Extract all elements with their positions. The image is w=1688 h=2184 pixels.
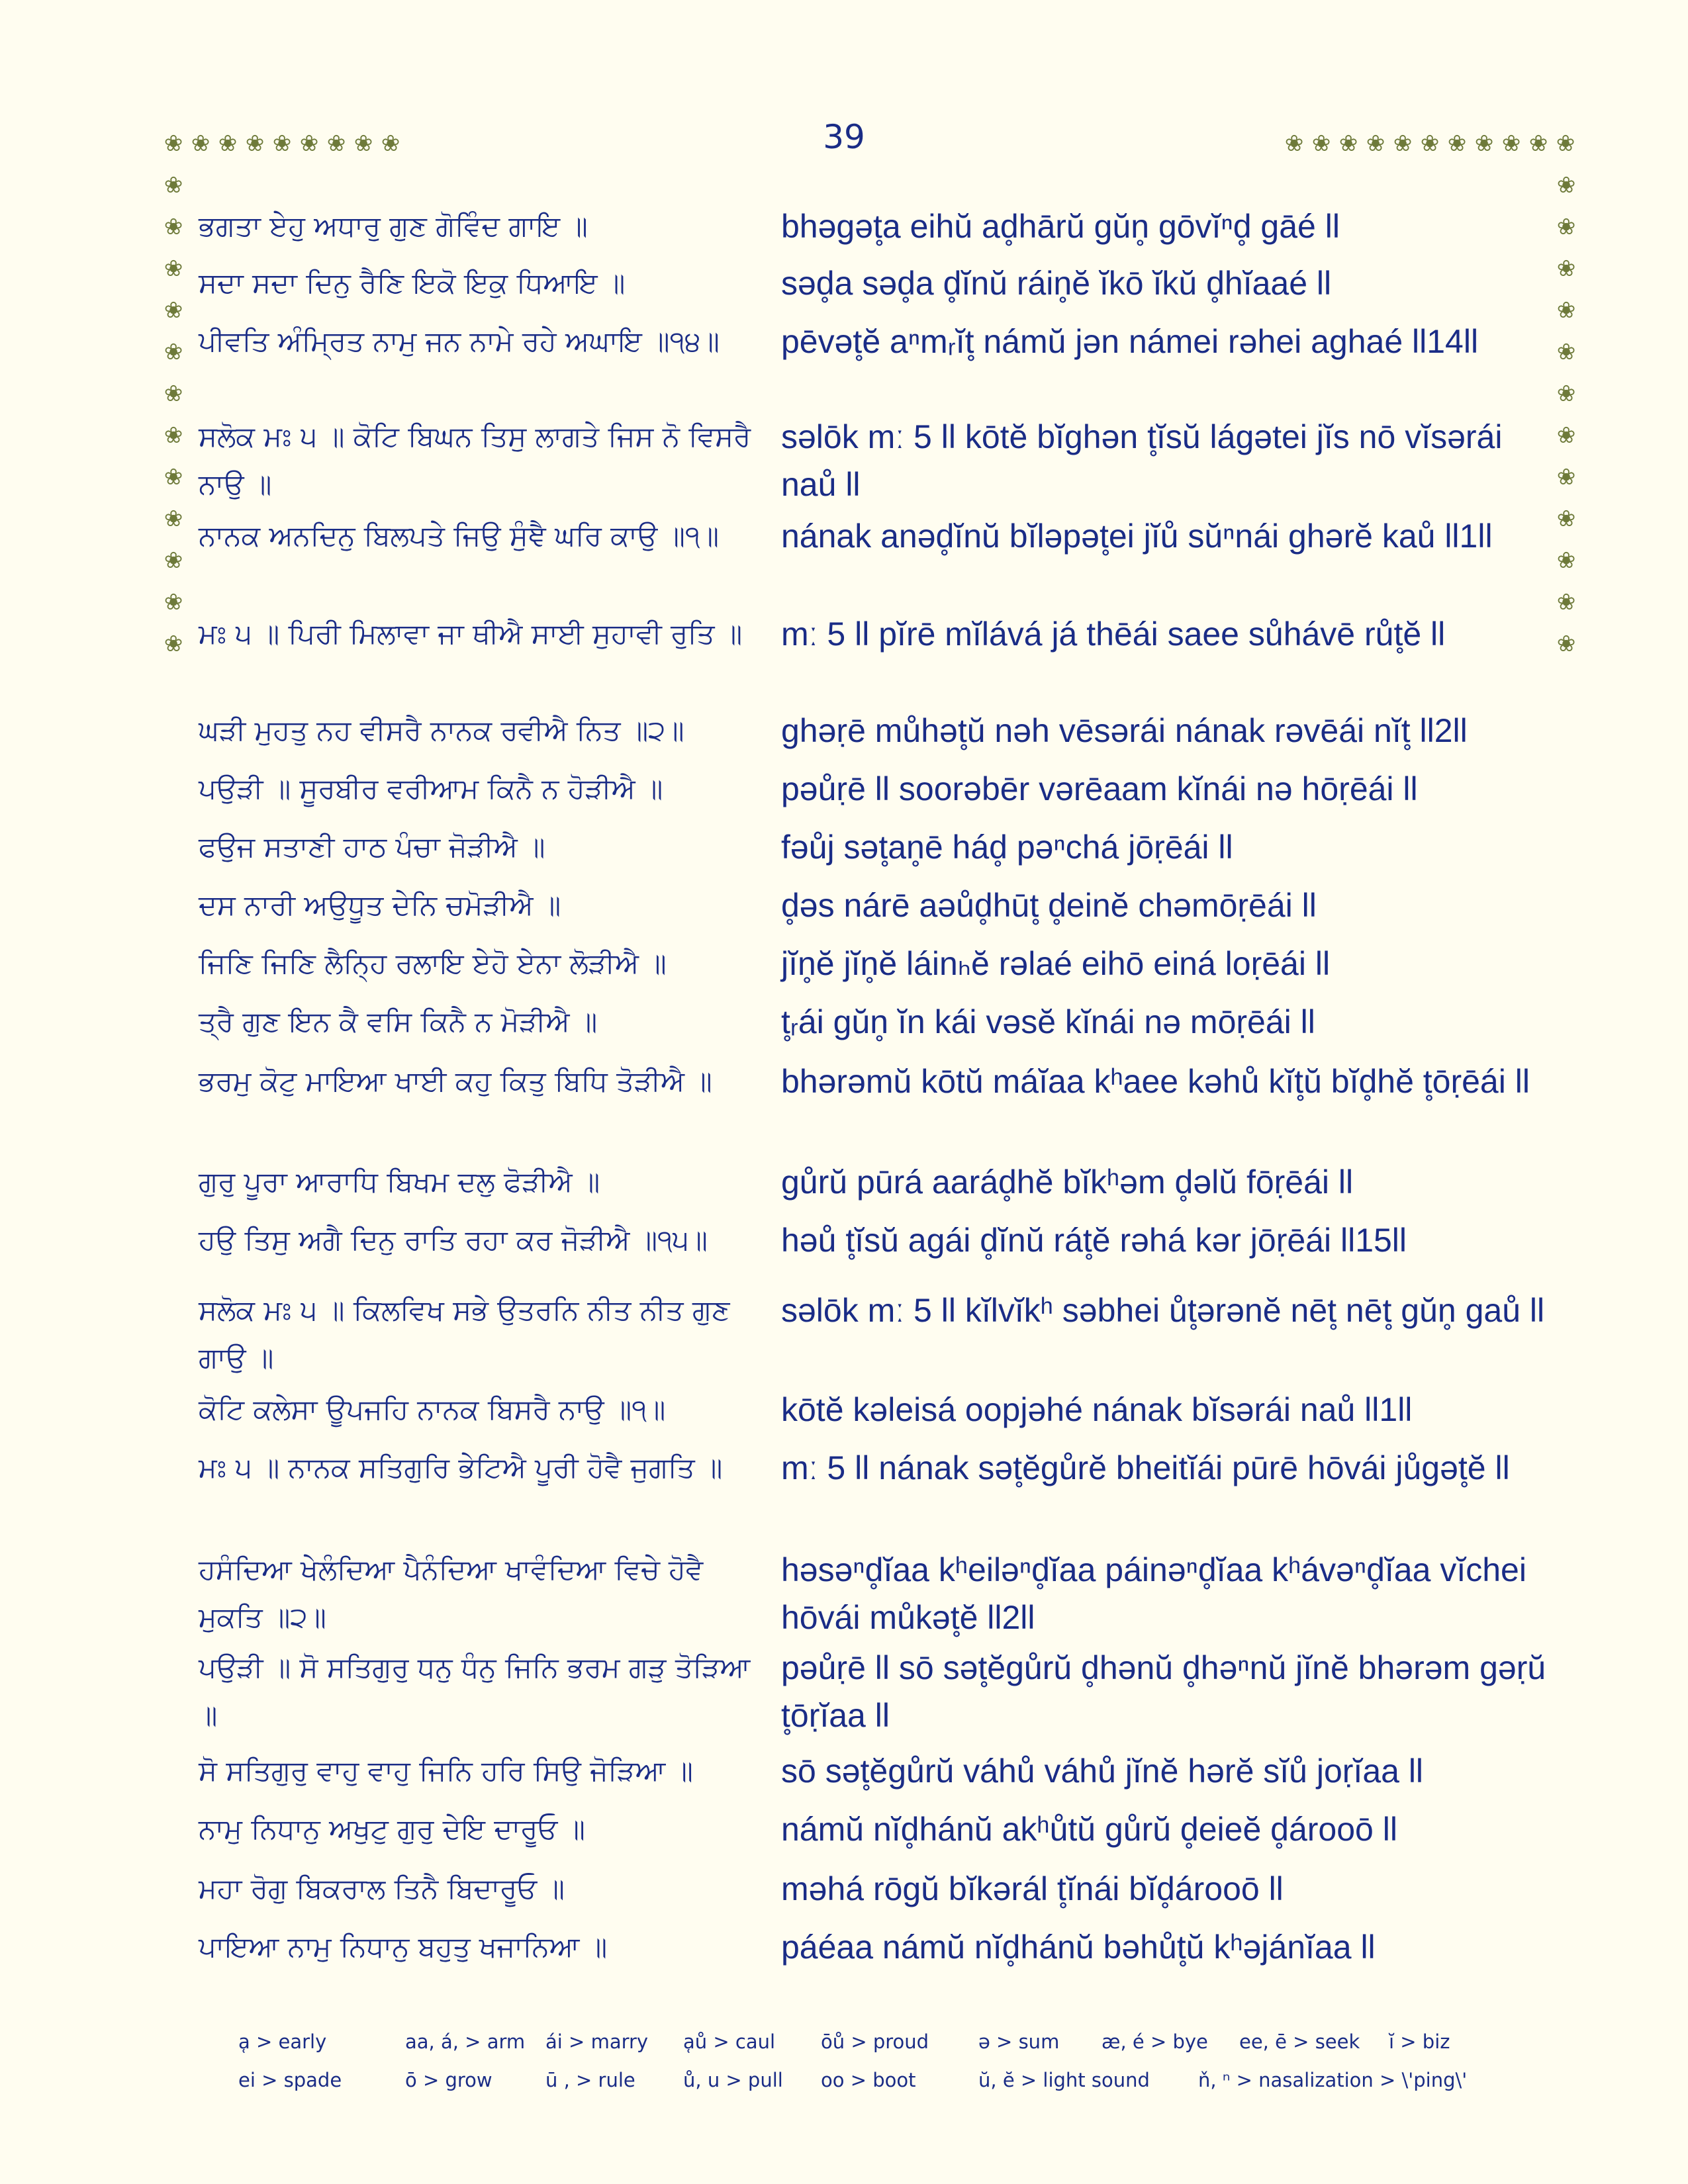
flower-icon: ❀ (164, 464, 183, 490)
transliteration-line: mː 5 ll pĭrē mĭlává já thēái saee sůhávē růt̥ĕ ll (781, 615, 1446, 653)
transliteration-line: səlōk mː 5 ll kĭlvĭkʰ səbhei ůt̥ərənĕ nēt̥ nēt̥ gŭn̥ gaů ll (781, 1292, 1545, 1329)
flower-icon: ❀ (1501, 130, 1521, 157)
flower-icon: ❀ (1338, 130, 1358, 157)
flower-icon: ❀ (1311, 130, 1331, 157)
transliteration-line: páéaa námŭ nĭd̥hánŭ bəhůt̥ŭ kʰəjánĭaa ll (781, 1929, 1376, 1966)
gurmukhi-line: ਪਉੜੀ ॥ ਸੋ ਸਤਿਗੁਰੁ ਧਨੁ ਧੰਨੁ ਜਿਨਿ ਭਰਮ ਗੜੁ ਤੋੜਿਆ ॥ (199, 1651, 751, 1731)
flower-icon: ❀ (164, 339, 183, 365)
flower-icon: ❀ (1556, 506, 1576, 532)
transliteration-line: sō sət̥ĕgůrŭ váhů váhů jĭnĕ hərĕ sĭů joṛĭaa ll (781, 1752, 1424, 1790)
legend-entry: ň, ⁿ > nasalization > \'ping\' (1198, 2069, 1468, 2091)
gurmukhi-line: ਪਾਇਆ ਨਾਮੁ ਨਿਧਾਨੁ ਬਹੁਤੁ ਖਜਾਨਿਆ ॥ (199, 1931, 608, 1963)
flower-icon: ❀ (1556, 547, 1576, 574)
transliteration-line: pēvət̥ĕ aⁿmᵣĭt̥ námŭ jən námei rəhei aghaé ll14ll (781, 323, 1479, 360)
legend-entry: ŭ, ĕ > light sound (978, 2069, 1150, 2091)
transliteration-line: həsəⁿd̥ĭaa kʰeiləⁿd̥ĭaa páinəⁿd̥ĭaa kʰávəⁿd̥ĭaa vĭchei hōvái můkət̥ĕ ll2ll (781, 1551, 1526, 1636)
gurmukhi-line: ਮਹਾ ਰੋਗੁ ਬਿਕਰਾਲ ਤਿਨੈ ਬਿਦਾਰੂਓ ॥ (199, 1872, 565, 1905)
gurmukhi-line: ਸਦਾ ਸਦਾ ਦਿਨੁ ਰੈਣਿ ਇਕੋ ਇਕੁ ਧਿਆਇ ॥ (199, 267, 626, 299)
flower-icon: ❀ (1420, 130, 1440, 157)
gurmukhi-line: ਫਉਜ ਸਤਾਣੀ ਹਾਠ ਪੰਚਾ ਜੋੜੀਐ ॥ (199, 831, 545, 863)
flower-icon: ❀ (1556, 130, 1575, 157)
legend-entry: ů, u > pull (683, 2069, 783, 2091)
transliteration-line: bhəgət̥a eihŭ ad̥hārŭ gŭn̥ gōvĭⁿd̥ gāé ll (781, 208, 1340, 245)
gurmukhi-line: ਦਸ ਨਾਰੀ ਅਉਧੂਤ ਦੇਨਿ ਚਮੋੜੀਐ ॥ (199, 889, 561, 921)
flower-icon: ❀ (326, 130, 346, 157)
flower-icon: ❀ (1366, 130, 1385, 157)
flower-icon: ❀ (164, 547, 183, 574)
flower-icon: ❀ (1556, 172, 1576, 199)
transliteration-line: t̥ᵣái gŭn̥ ĭn kái vəsĕ kĭnái nə mōṛēái ll (781, 1003, 1315, 1040)
flower-icon: ❀ (164, 130, 183, 157)
flower-icon: ❀ (164, 381, 183, 407)
transliteration-line: námŭ nĭd̥hánŭ akʰůtŭ gůrŭ d̥eieĕ d̥árooō ll (781, 1811, 1397, 1848)
transliteration-line: fəůj sət̥an̥ē hád̥ pəⁿchá jōṛēái ll (781, 829, 1233, 866)
flower-icon: ❀ (1528, 130, 1548, 157)
transliteration-line: pəůṛē ll soorəbēr vərēaam kĭnái nə hōṛēái ll (781, 770, 1418, 807)
legend-entry: ee, ē > seek (1239, 2030, 1360, 2053)
flower-icon: ❀ (353, 130, 373, 157)
flower-icon: ❀ (1474, 130, 1494, 157)
flower-icon: ❀ (1393, 130, 1413, 157)
transliteration-line: d̥əs nárē aəůd̥hūt̥ d̥einĕ chəmōṛēái ll (781, 887, 1317, 924)
gurmukhi-line: ਹਸੰਦਿਆ ਖੇਲੰਦਿਆ ਪੈਨੰਦਿਆ ਖਾਵੰਦਿਆ ਵਿਚੇ ਹੋਵੈ ਮੁਕਤਿ ॥੨॥ (199, 1553, 704, 1633)
legend-entry: ū , > rule (545, 2069, 635, 2091)
legend-entry: ōů > proud (821, 2030, 929, 2053)
transliteration-line: pəůṛē ll sō sət̥ĕgůrŭ d̥hənŭ d̥həⁿnŭ jĭnĕ bhərəm gəṛŭ t̥ōṛĭaa ll (781, 1649, 1546, 1734)
flower-icon: ❀ (164, 172, 183, 199)
gurmukhi-line: ਹਉ ਤਿਸੁ ਅਗੈ ਦਿਨੁ ਰਾਤਿ ਰਹਾ ਕਰ ਜੋੜੀਐ ॥੧੫॥ (199, 1224, 708, 1256)
gurmukhi-line: ਜਿਣਿ ਜਿਣਿ ਲੈਨ੍ਹਿ ਰਲਾਇ ਏਹੋ ਏਨਾ ਲੋੜੀਐ ॥ (199, 947, 667, 979)
transliteration-line: mː 5 ll nának sət̥ĕgůrĕ bheitĭái pūrē hōvái jůgət̥ĕ ll (781, 1449, 1510, 1486)
gurmukhi-line: ਪਉੜੀ ॥ ਸੂਰਬੀਰ ਵਰੀਆਮ ਕਿਨੈ ਨ ਹੋੜੀਐ ॥ (199, 772, 663, 805)
flower-icon: ❀ (245, 130, 265, 157)
gurmukhi-line: ਸਲੋਕ ਮਃ ੫ ॥ ਕੋਟਿ ਬਿਘਨ ਤਿਸੁ ਲਾਗਤੇ ਜਿਸ ਨੋ ਵਿਸਰੈ ਨਾਉ ॥ (199, 420, 751, 500)
transliteration-line: ghəṛē můhət̥ŭ nəh vēsərái nának rəvēái nĭt̥ ll2ll (781, 712, 1468, 749)
page-number: 39 (823, 118, 865, 156)
legend-entry: ō > grow (405, 2069, 492, 2091)
flower-icon: ❀ (1556, 339, 1576, 365)
flower-icon: ❀ (1556, 464, 1576, 490)
transliteration-line: bhərəmŭ kōtŭ máĭaa kʰaee kəhů kĭt̥ŭ bĭd̥hĕ t̥ōṛēái ll (781, 1063, 1530, 1100)
flower-icon: ❀ (1556, 422, 1576, 449)
gurmukhi-line: ਨਾਨਕ ਅਨਦਿਨੁ ਬਿਲਪਤੇ ਜਿਉ ਸੁੰਞੈ ਘਰਿ ਕਾਉ ॥੧॥ (199, 520, 720, 552)
flower-icon: ❀ (272, 130, 292, 157)
legend-entry: aa, á, > arm (405, 2030, 526, 2053)
flower-icon: ❀ (164, 631, 183, 657)
transliteration-line: məhá rōgŭ bĭkərál t̥ĭnái bĭd̥árooō ll (781, 1870, 1284, 1907)
gurmukhi-line: ਨਾਮੁ ਨਿਧਾਨੁ ਅਖੁਟੁ ਗੁਰੁ ਦੇਇ ਦਾਰੂਓ ॥ (199, 1813, 585, 1845)
flower-icon: ❀ (1556, 589, 1576, 615)
flower-icon: ❀ (191, 130, 211, 157)
gurmukhi-line: ਮਃ ੫ ॥ ਪਿਰੀ ਮਿਲਾਵਾ ਜਾ ਥੀਐ ਸਾਈ ਸੁਹਾਵੀ ਰੁਤਿ ॥ (199, 617, 743, 650)
transliteration-line: kōtĕ kəleisá oopjəhé nának bĭsərái naů ll1ll (781, 1391, 1413, 1428)
legend-entry: ĭ > biz (1389, 2030, 1450, 2053)
flower-icon: ❀ (164, 255, 183, 282)
legend-entry: æ, é > bye (1102, 2030, 1208, 2053)
gurmukhi-line: ਕੋਟਿ ਕਲੇਸਾ ਊਪਜਹਿ ਨਾਨਕ ਬਿਸਰੈ ਨਾਉ ॥੧॥ (199, 1393, 666, 1426)
gurmukhi-line: ਮਃ ੫ ॥ ਨਾਨਕ ਸਤਿਗੁਰਿ ਭੇਟਿਐ ਪੂਰੀ ਹੋਵੈ ਜੁਗਤਿ ॥ (199, 1451, 723, 1484)
flower-icon: ❀ (1447, 130, 1467, 157)
transliteration-line: jĭn̥ĕ jĭn̥ĕ láinₕĕ rəlaé eihō einá loṛēái ll (781, 945, 1331, 982)
flower-icon: ❀ (1556, 214, 1576, 240)
transliteration-line: səd̥a səd̥a d̥ĭnŭ ráin̥ĕ ĭkō ĭkŭ d̥hĭaaé ll (781, 265, 1332, 302)
legend-entry: oo > boot (821, 2069, 916, 2091)
flower-icon: ❀ (381, 130, 400, 157)
flower-icon: ❀ (164, 506, 183, 532)
transliteration-line: səlōk mː 5 ll kōtĕ bĭghən t̥ĭsŭ lágətei jĭs nō vĭsərái naů ll (781, 418, 1503, 503)
flower-icon: ❀ (164, 422, 183, 449)
gurmukhi-line: ਭਗਤਾ ਏਹੁ ਅਧਾਰੁ ਗੁਣ ਗੋਵਿੰਦ ਗਾਇ ॥ (199, 210, 588, 242)
flower-icon: ❀ (1556, 297, 1576, 324)
legend-entry: ə > sum (978, 2030, 1060, 2053)
flower-icon: ❀ (164, 214, 183, 240)
transliteration-line: həů t̥ĭsŭ agái d̥ĭnŭ rát̥ĕ rəhá kər jōṛēái ll15ll (781, 1222, 1407, 1259)
gurmukhi-line: ਸੋ ਸਤਿਗੁਰੁ ਵਾਹੁ ਵਾਹੁ ਜਿਨਿ ਹਰਿ ਸਿਉ ਜੋੜਿਆ ॥ (199, 1754, 693, 1787)
legend-entry: a̜ > early (238, 2030, 327, 2053)
legend-entry: ái > marry (545, 2030, 649, 2053)
gurmukhi-line: ਸਲੋਕ ਮਃ ੫ ॥ ਕਿਲਵਿਖ ਸਭੇ ਉਤਰਨਿ ਨੀਤ ਨੀਤ ਗੁਣ ਗਾਉ ॥ (199, 1294, 730, 1374)
flower-icon: ❀ (164, 297, 183, 324)
legend-entry: ei > spade (238, 2069, 342, 2091)
gurmukhi-line: ਭਰਮੁ ਕੋਟੁ ਮਾਇਆ ਖਾਈ ਕਹੁ ਕਿਤੁ ਬਿਧਿ ਤੋੜੀਐ ॥ (199, 1065, 712, 1097)
flower-icon: ❀ (1556, 255, 1576, 282)
gurmukhi-line: ਘੜੀ ਮੁਹਤੁ ਨਹ ਵੀਸਰੈ ਨਾਨਕ ਰਵੀਐ ਨਿਤ ॥੨॥ (199, 714, 684, 747)
flower-icon: ❀ (1284, 130, 1304, 157)
flower-icon: ❀ (1556, 631, 1576, 657)
flower-icon: ❀ (164, 589, 183, 615)
flower-icon: ❀ (218, 130, 238, 157)
gurmukhi-line: ਗੁਰੁ ਪੂਰਾ ਆਰਾਧਿ ਬਿਖਮ ਦਲੁ ਫੋੜੀਐ ॥ (199, 1165, 600, 1198)
transliteration-line: nának anəd̥ĭnŭ bĭləpət̥ei jĭů sŭⁿnái ghərĕ kaů ll1ll (781, 518, 1493, 555)
legend-entry: a̜ů > caul (683, 2030, 776, 2053)
gurmukhi-line: ਪੀਵਤਿ ਅੰਮ੍ਰਿਤ ਨਾਮੁ ਜਨ ਨਾਮੇ ਰਹੇ ਅਘਾਇ ॥੧੪॥ (199, 325, 720, 357)
gurmukhi-line: ਤ੍ਰੈ ਗੁਣ ਇਨ ਕੈ ਵਸਿ ਕਿਨੈ ਨ ਮੋੜੀਐ ॥ (199, 1005, 598, 1038)
flower-icon: ❀ (299, 130, 319, 157)
transliteration-line: gůrŭ pūrá aarád̥hĕ bĭkʰəm d̥əlŭ fōṛēái ll (781, 1163, 1354, 1201)
flower-icon: ❀ (1556, 381, 1576, 407)
